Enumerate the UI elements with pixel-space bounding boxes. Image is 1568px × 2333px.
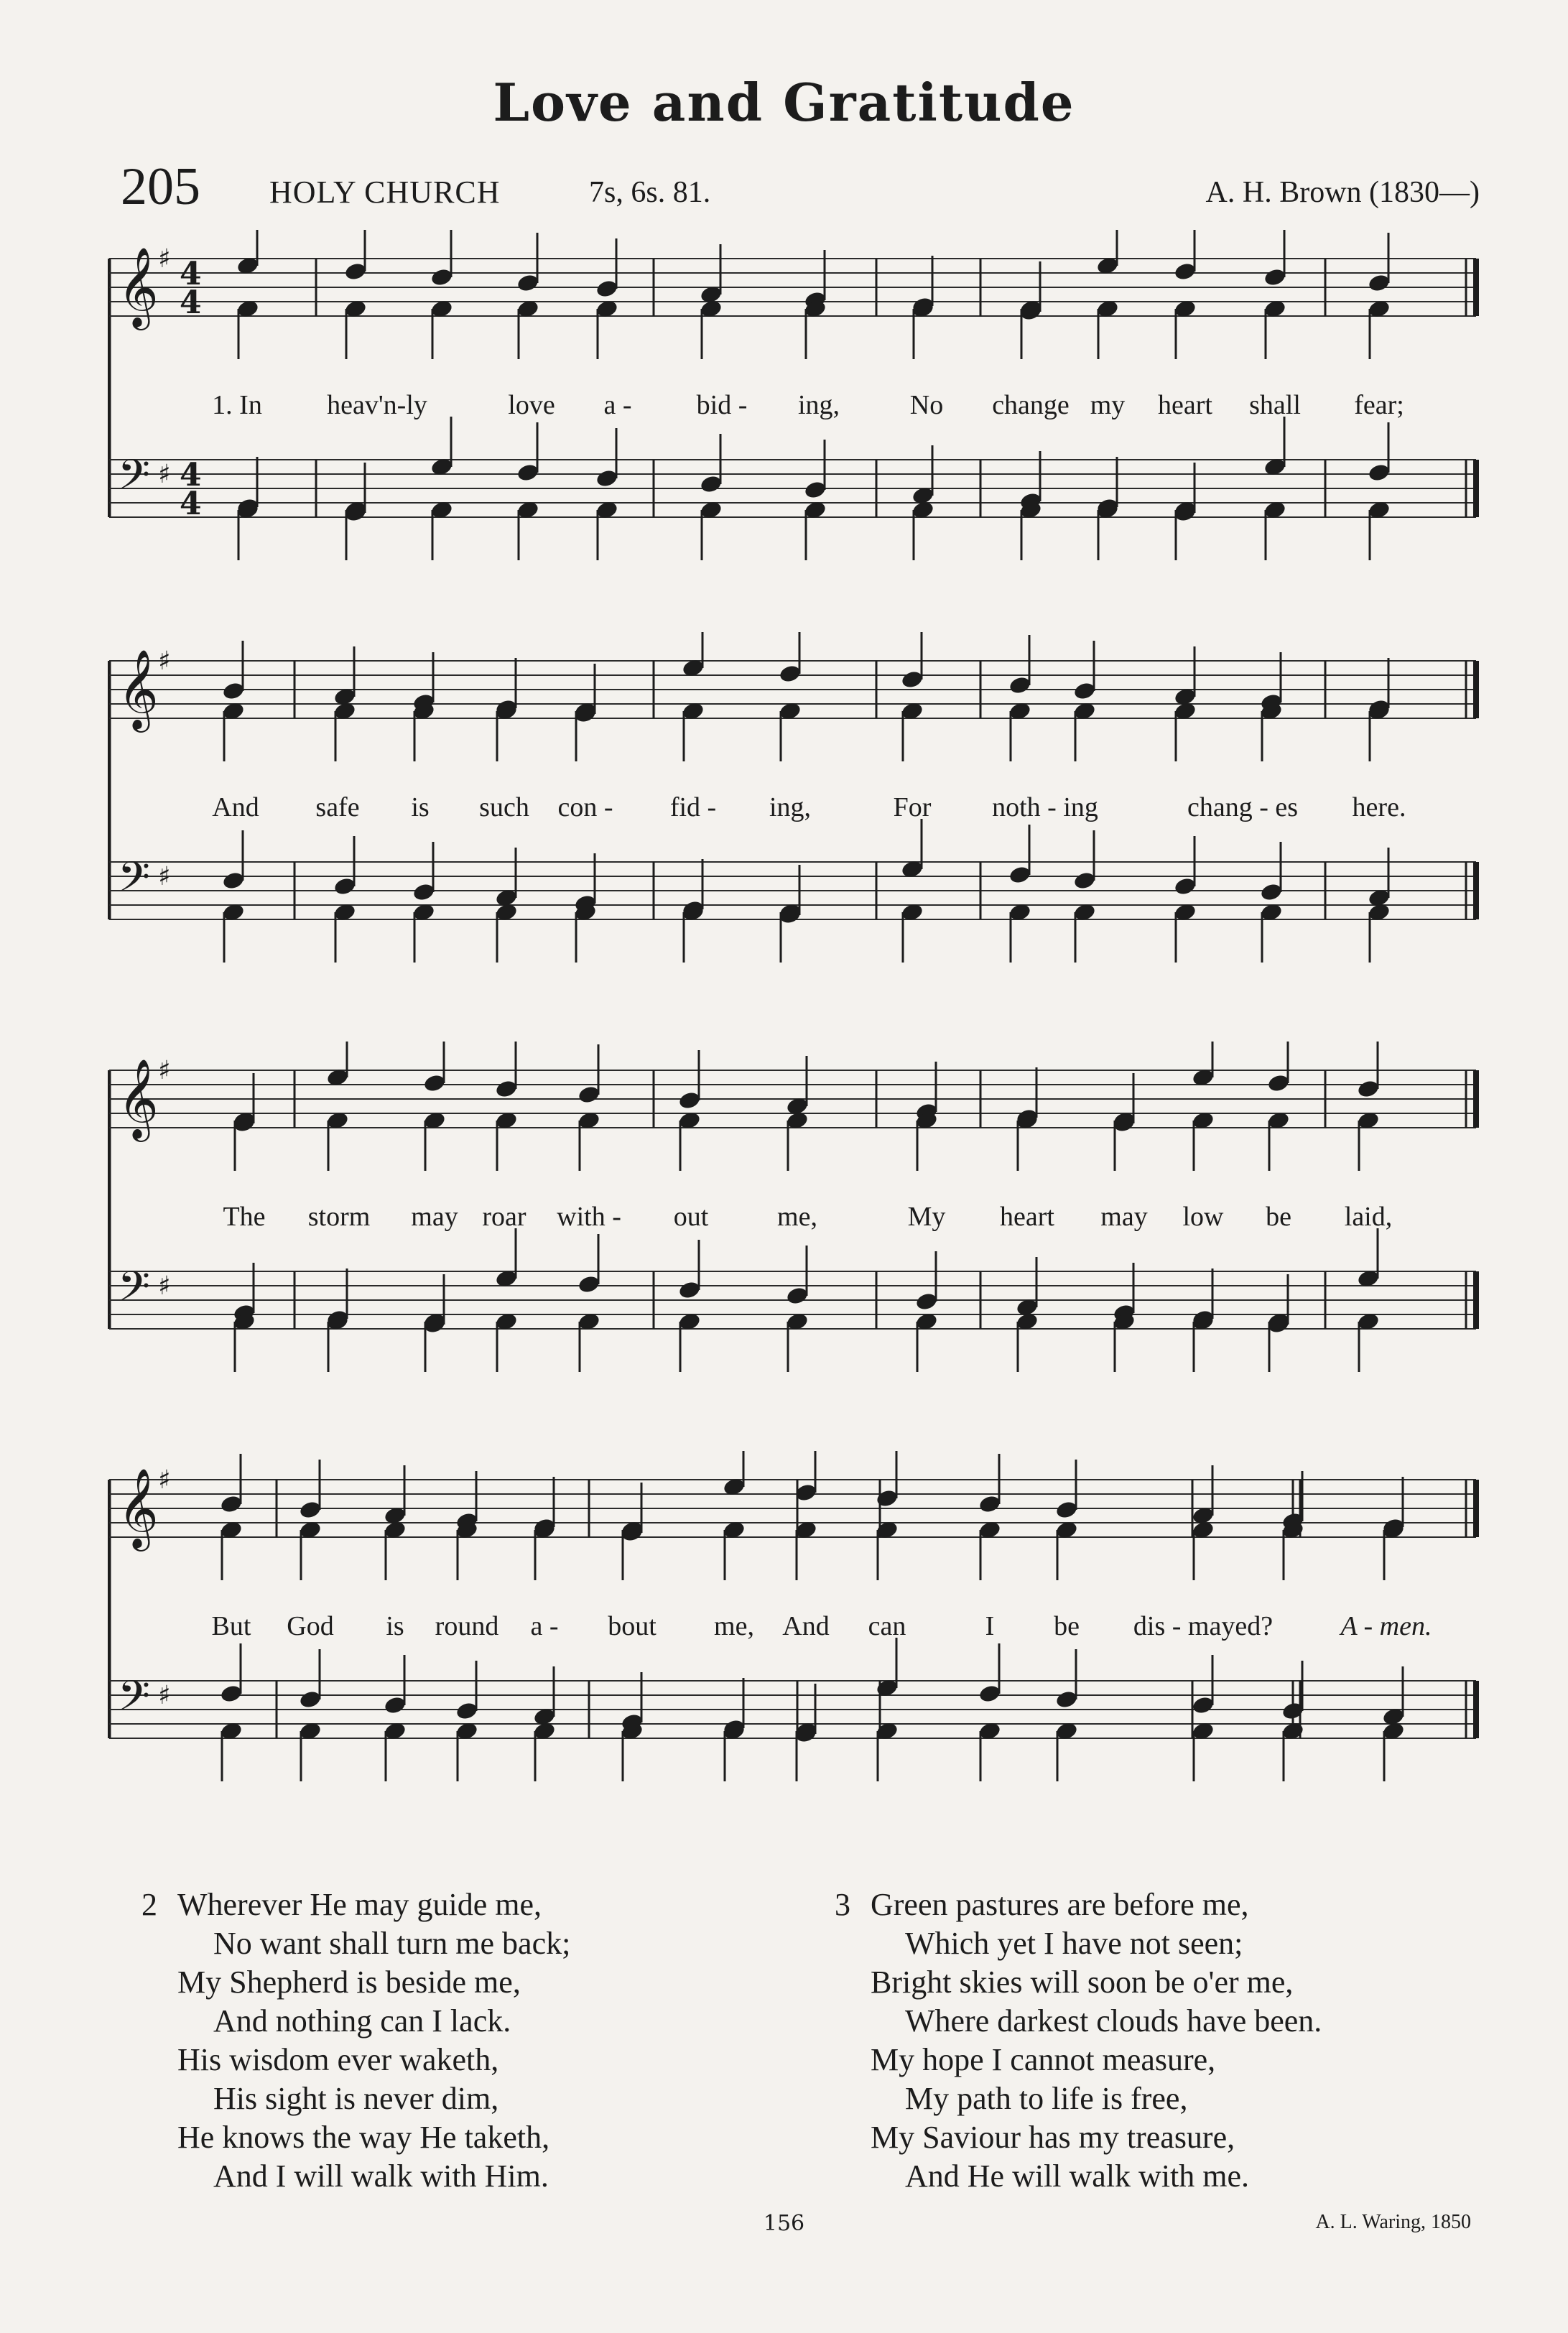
lyric-word: fid -	[669, 792, 717, 822]
key-signature-sharp-icon: ♯	[158, 1681, 171, 1710]
lyric-word: The	[223, 1202, 266, 1232]
lyric-word: may	[411, 1202, 458, 1232]
lyric-word: bid -	[696, 390, 748, 420]
verse-number: 3	[835, 1887, 850, 1922]
key-signature-sharp-icon: ♯	[158, 244, 171, 274]
verse-line: Green pastures are before me,	[871, 1887, 1249, 1922]
key-signature-sharp-icon: ♯	[158, 460, 171, 489]
lyric-word: bout	[608, 1611, 657, 1641]
lyric-word: my	[1090, 390, 1126, 420]
treble-clef-icon: 𝄞	[118, 1467, 159, 1548]
time-signature: 4	[180, 284, 202, 321]
composer: A. H. Brown (1830—)	[1205, 176, 1480, 209]
lyric-word: But	[211, 1611, 251, 1641]
lyric-word: be	[1054, 1611, 1080, 1641]
verse-line: Wherever He may guide me,	[177, 1887, 542, 1922]
time-signature: 4	[180, 486, 202, 522]
verse-line: He knows the way He taketh,	[177, 2120, 550, 2155]
lyric-word: God	[287, 1611, 334, 1641]
bass-clef-icon: 𝄢	[118, 1671, 151, 1730]
lyric-word: low	[1182, 1202, 1224, 1232]
lyric-word: shall	[1249, 390, 1301, 420]
bass-clef-icon: 𝄢	[118, 450, 151, 509]
lyric-word: heart	[1000, 1202, 1054, 1232]
lyric-word: be	[1266, 1202, 1291, 1232]
lyric-word: dis - mayed?	[1133, 1611, 1274, 1641]
key-signature-sharp-icon: ♯	[158, 1465, 171, 1495]
lyric-word: My	[907, 1202, 946, 1232]
lyric-word: chang - es	[1187, 792, 1299, 822]
lyric-word: storm	[307, 1202, 371, 1232]
lyric-word: is	[386, 1611, 404, 1641]
lyric-word: heav'n-ly	[327, 390, 427, 420]
bass-clef-icon: 𝄢	[118, 1262, 151, 1321]
lyrics-line-1	[108, 389, 1480, 425]
lyric-word: safe	[315, 792, 360, 822]
bass-clef-icon: 𝄢	[118, 853, 151, 912]
verse-line: My hope I cannot measure,	[871, 2042, 1216, 2077]
lyric-word: ing,	[769, 792, 812, 822]
verse-2	[142, 1886, 570, 2196]
treble-clef-icon: 𝄞	[118, 649, 159, 729]
verse-line: My path to life is free,	[905, 2081, 1188, 2116]
verse-number: 2	[142, 1887, 157, 1922]
lyric-word: a -	[603, 390, 632, 420]
lyric-word: may	[1100, 1202, 1148, 1232]
verse-line: His wisdom ever waketh,	[177, 2042, 499, 2077]
verse-line: His sight is never dim,	[213, 2081, 499, 2116]
lyric-word: con -	[557, 792, 613, 822]
lyric-word: And	[782, 1611, 830, 1641]
music-system-3	[108, 1042, 1480, 1401]
lyric-word: such	[479, 792, 529, 822]
lyrics-line-2	[108, 792, 1480, 827]
lyric-word: fear;	[1354, 390, 1404, 420]
lyric-word: heart	[1158, 390, 1212, 420]
verse-line: Which yet I have not seen;	[905, 1926, 1243, 1961]
tune-name: HOLY CHURCH	[269, 175, 501, 210]
verse-line: And nothing can I lack.	[213, 2003, 511, 2039]
lyric-word-amen: A - men.	[1340, 1611, 1432, 1641]
meter: 7s, 6s. 81.	[589, 176, 711, 209]
section-title: Love and Gratitude	[493, 72, 1075, 133]
verse-line: Bright skies will soon be o'er me,	[871, 1965, 1294, 2000]
treble-clef-icon: 𝄞	[118, 246, 159, 327]
lyric-word: noth - ing	[992, 792, 1098, 822]
page-number: 156	[763, 2211, 805, 2236]
key-signature-sharp-icon: ♯	[158, 646, 171, 676]
music-system-2	[108, 632, 1480, 991]
lyric-word: me,	[777, 1202, 817, 1232]
key-signature-sharp-icon: ♯	[158, 1271, 171, 1301]
verse-line: My Shepherd is beside me,	[177, 1965, 521, 2000]
lyric-word: laid,	[1344, 1202, 1393, 1232]
lyric-word: out	[673, 1202, 709, 1232]
key-signature-sharp-icon: ♯	[158, 862, 171, 891]
lyric-word: For	[893, 792, 932, 822]
lyric-word: 1. In	[212, 390, 262, 420]
verse-3	[835, 1886, 1322, 2196]
lyric-word: me,	[714, 1611, 754, 1641]
lyrics-line-3	[108, 1201, 1480, 1237]
verse-line: And He will walk with me.	[905, 2158, 1250, 2194]
verse-line: And I will walk with Him.	[213, 2158, 549, 2194]
verse-line: My Saviour has my treasure,	[871, 2120, 1235, 2155]
lyric-word: change	[992, 390, 1070, 420]
lyric-word: love	[508, 390, 555, 420]
lyric-word: here.	[1352, 792, 1406, 822]
music-system-4	[108, 1451, 1480, 1824]
lyric-word: can	[868, 1611, 906, 1641]
lyric-word: with -	[557, 1202, 621, 1232]
music-system-1	[108, 230, 1480, 589]
lyric-word: roar	[482, 1202, 526, 1232]
lyric-word: No	[909, 390, 944, 420]
lyric-word: round	[435, 1611, 499, 1641]
time-signature: 4	[180, 457, 202, 493]
lyric-word: ing,	[797, 390, 840, 420]
lyric-word: a -	[530, 1611, 559, 1641]
time-signature: 4	[180, 256, 202, 292]
lyric-word: is	[411, 792, 430, 822]
key-signature-sharp-icon: ♯	[158, 1056, 171, 1085]
verse-line: No want shall turn me back;	[213, 1926, 571, 1961]
lyrics-line-4	[108, 1610, 1480, 1646]
hymn-number: 205	[121, 157, 200, 216]
hymn-header	[115, 157, 1480, 221]
lyric-word: I	[985, 1611, 995, 1641]
treble-clef-icon: 𝄞	[118, 1058, 159, 1138]
lyric-word: And	[212, 792, 259, 822]
verse-line: Where darkest clouds have been.	[905, 2003, 1322, 2039]
hymn-author: A. L. Waring, 1850	[1315, 2211, 1471, 2233]
